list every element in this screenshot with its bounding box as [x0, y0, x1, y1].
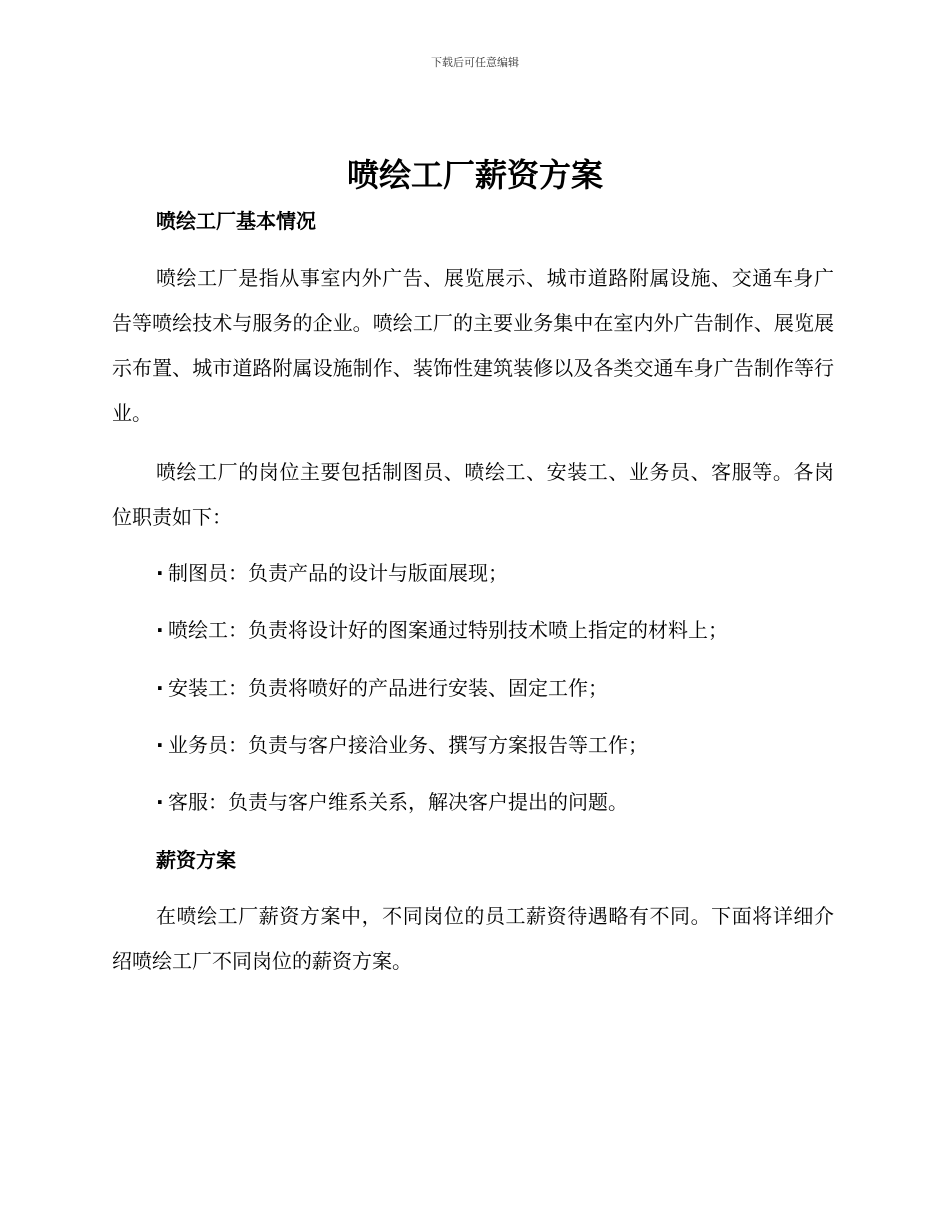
- list-item: [112, 674, 878, 702]
- bullet-icon: ·: [156, 618, 164, 642]
- paragraph-positions: 喷绘工厂的岗位主要包括制图员、喷绘工、安装工、业务员、客服等。各岗位职责如下：: [112, 460, 834, 529]
- paragraph-salary-intro: 在喷绘工厂薪资方案中，不同岗位的员工薪资待遇略有不同。下面将详细介绍喷绘工厂不同岗位的薪资方案。: [112, 904, 834, 973]
- list-item: [112, 559, 878, 587]
- list-item-text: 喷绘工：负责将设计好的图案通过特别技术喷上指定的材料上；: [168, 618, 728, 642]
- bullet-icon: ·: [156, 676, 164, 700]
- list-item-text: 制图员：负责产品的设计与版面展现；: [168, 561, 508, 585]
- section-heading-salary: 薪资方案: [156, 848, 236, 872]
- section-heading-basic: 喷绘工厂基本情况: [156, 209, 316, 233]
- list-item-text: 客服：负责与客户维系关系，解决客户提出的问题。: [168, 790, 628, 814]
- document-title: 喷绘工厂薪资方案: [346, 156, 603, 194]
- list-item: [112, 616, 878, 644]
- list-item: [112, 731, 878, 759]
- list-item-text: 业务员：负责与客户接洽业务、撰写方案报告等工作；: [168, 733, 648, 757]
- list-item-text: 安装工：负责将喷好的产品进行安装、固定工作；: [168, 676, 608, 700]
- paragraph-basic-intro: 喷绘工厂是指从事室内外广告、展览展示、城市道路附属设施、交通车身广告等喷绘技术与服务的企业。喷绘工厂的主要业务集中在室内外广告制作、展览展示布置、城市道路附属设施制作、装饰性建筑装修以及各类交通车身广告制作等行业。: [112, 266, 834, 425]
- bullet-icon: ·: [156, 790, 164, 814]
- bullet-icon: ·: [156, 561, 164, 585]
- header-note: 下载后可任意编辑: [431, 56, 519, 69]
- bullet-icon: ·: [156, 733, 164, 757]
- list-item: [112, 788, 878, 816]
